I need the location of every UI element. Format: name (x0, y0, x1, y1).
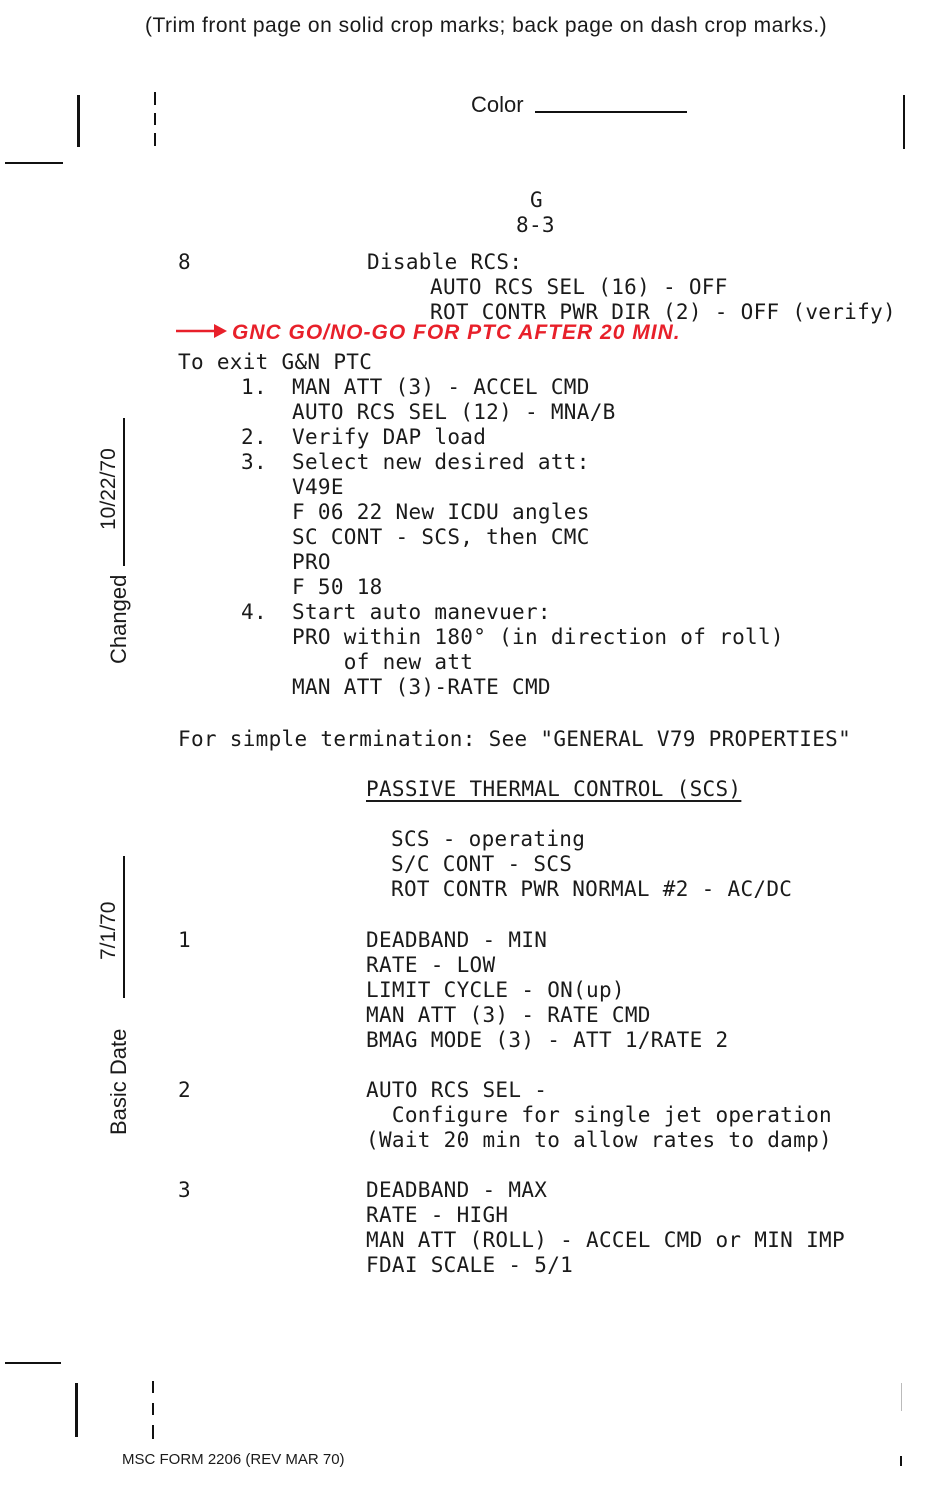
color-label: Color (471, 92, 524, 117)
exit-step-text: AUTO RCS SEL (12) - MNA/B (292, 400, 616, 424)
ptc-step-line: MAN ATT (3) - RATE CMD (366, 1003, 651, 1027)
ptc-step-number: 1 (178, 928, 191, 952)
basic-date: 7/1/70 (97, 901, 120, 960)
crop-mark-bottom-dash-1 (152, 1381, 154, 1393)
crop-mark-top-dash-3 (154, 133, 156, 146)
trim-note: (Trim front page on solid crop marks; back page on dash crop marks.) (145, 14, 828, 37)
ptc-step-line: LIMIT CYCLE - ON(up) (366, 978, 625, 1002)
crop-mark-bottom-dash-3 (152, 1425, 154, 1439)
exit-step-text: MAN ATT (3)-RATE CMD (292, 675, 551, 699)
ptc-step-line: BMAG MODE (3) - ATT 1/RATE 2 (366, 1028, 729, 1052)
crop-mark-bottom-right-v (901, 1383, 902, 1411)
exit-step-number: 2. (241, 425, 267, 449)
ptc-step-number: 2 (178, 1078, 191, 1102)
ptc-step-line: (Wait 20 min to allow rates to damp) (366, 1128, 832, 1152)
changed-date-line (123, 418, 125, 566)
ptc-setup-line: SCS - operating (391, 827, 586, 851)
form-footer: MSC FORM 2206 (REV MAR 70) (122, 1451, 345, 1468)
ptc-step-line: DEADBAND - MIN (366, 928, 548, 952)
basic-date-line (123, 856, 125, 998)
ptc-step-line: MAN ATT (ROLL) - ACCEL CMD or MIN IMP (366, 1228, 845, 1252)
simple-termination: For simple termination: See "GENERAL V79 PROPERTIES" (178, 727, 852, 751)
exit-step-text: V49E (292, 475, 344, 499)
step-8-line-2: ROT CONTR PWR DIR (2) - OFF (verify) (430, 300, 896, 324)
exit-step-number: 3. (241, 450, 267, 474)
red-arrow-icon (174, 322, 228, 340)
exit-step-text: F 50 18 (292, 575, 383, 599)
ptc-step-line: AUTO RCS SEL - (366, 1078, 548, 1102)
crop-mark-top-dash-1 (154, 92, 156, 105)
ptc-setup-line: S/C CONT - SCS (391, 852, 573, 876)
ptc-heading: PASSIVE THERMAL CONTROL (SCS) (366, 777, 742, 801)
exit-step-text: of new att (292, 650, 474, 674)
exit-step-text: PRO within 180° (in direction of roll) (292, 625, 784, 649)
exit-title: To exit G&N PTC (178, 350, 373, 374)
exit-step-text: Verify DAP load (292, 425, 487, 449)
crop-mark-bottom-left-h (5, 1362, 61, 1364)
crop-mark-top-left-v (77, 95, 80, 147)
crop-mark-bottom-left-v (75, 1383, 78, 1437)
color-blank-line (535, 111, 687, 113)
crop-mark-top-right-v (903, 95, 905, 149)
crop-mark-bottom-dash-2 (152, 1403, 154, 1415)
exit-step-number: 4. (241, 600, 267, 624)
exit-step-text: Start auto manevuer: (292, 600, 551, 624)
ptc-step-line: Configure for single jet operation (366, 1103, 832, 1127)
page-section: G (530, 188, 543, 212)
handwritten-annotation: GNC GO/NO-GO FOR PTC AFTER 20 MIN. (232, 321, 681, 344)
ptc-step-line: FDAI SCALE - 5/1 (366, 1253, 574, 1277)
changed-date: 10/22/70 (97, 448, 120, 530)
step-8-title: Disable RCS: (367, 250, 523, 274)
ptc-step-line: DEADBAND - MAX (366, 1178, 548, 1202)
exit-step-text: F 06 22 New ICDU angles (292, 500, 590, 524)
footer-right-tick (900, 1456, 902, 1466)
exit-step-text: SC CONT - SCS, then CMC (292, 525, 590, 549)
exit-step-text: PRO (292, 550, 331, 574)
crop-mark-top-left-h (5, 162, 63, 164)
ptc-step-number: 3 (178, 1178, 191, 1202)
exit-step-text: Select new desired att: (292, 450, 590, 474)
step-8-number: 8 (178, 250, 191, 274)
step-8-line-1: AUTO RCS SEL (16) - OFF (430, 275, 728, 299)
basic-date-label: Basic Date (106, 1028, 131, 1135)
ptc-step-line: RATE - LOW (366, 953, 496, 977)
changed-label: Changed (106, 574, 131, 664)
ptc-setup-line: ROT CONTR PWR NORMAL #2 - AC/DC (391, 877, 793, 901)
exit-step-text: MAN ATT (3) - ACCEL CMD (292, 375, 590, 399)
page-number: 8-3 (516, 213, 555, 237)
crop-mark-top-dash-2 (154, 113, 156, 125)
exit-step-number: 1. (241, 375, 267, 399)
ptc-step-line: RATE - HIGH (366, 1203, 509, 1227)
